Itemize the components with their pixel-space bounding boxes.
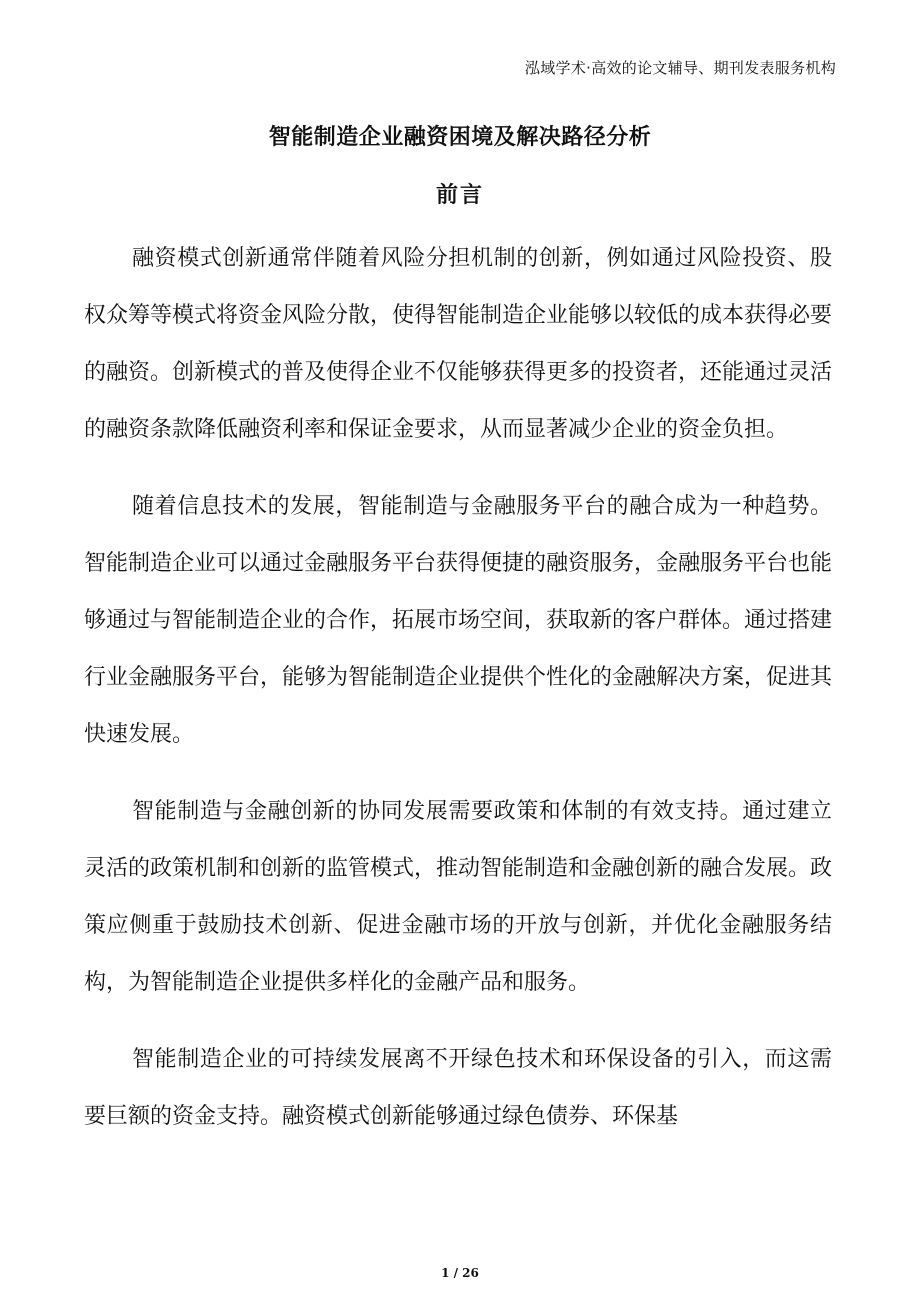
paragraph-3: 智能制造与金融创新的协同发展需要政策和体制的有效支持。通过建立灵活的政策机制和创新的监管模式，推动智能制造和金融创新的融合发展。政策应侧重于鼓励技术创新、促进金融市场的开放与创新，并优化金融服务结构，为智能制造企业提供多样化的金融产品和服务。 (84, 799, 833, 995)
section-title: 前言 (435, 183, 484, 208)
document-body (84, 230, 832, 1165)
paragraph-1: 融资模式创新通常伴随着风险分担机制的创新，例如通过风险投资、股权众筹等模式将资金风险分散，使得智能制造企业能够以较低的成本获得必要的融资。创新模式的普及使得企业不仅能够获得更多的投资者，还能通过灵活的融资条款降低融资利率和保证金要求，从而显著减少企业的资金负担。 (84, 246, 833, 442)
paragraph-4: 智能制造企业的可持续发展离不开绿色技术和环保设备的引入，而这需要巨额的资金支持。融资模式创新能够通过绿色债券、环保基 (84, 1047, 832, 1129)
document-title: 智能制造企业融资困境及解决路径分析 (268, 125, 652, 150)
page-number: 1 / 26 (441, 1266, 479, 1280)
paragraph-2: 随着信息技术的发展，智能制造与金融服务平台的融合成为一种趋势。智能制造企业可以通过金融服务平台获得便捷的融资服务，金融服务平台也能够通过与智能制造企业的合作，拓展市场空间，获取新的客户群体。通过搭建行业金融服务平台，能够为智能制造企业提供个性化的金融解决方案，促进其快速发展。 (84, 494, 833, 747)
header-text: 泓域学术·高效的论文辅导、期刊发表服务机构 (524, 59, 836, 77)
header-divider (84, 84, 836, 85)
